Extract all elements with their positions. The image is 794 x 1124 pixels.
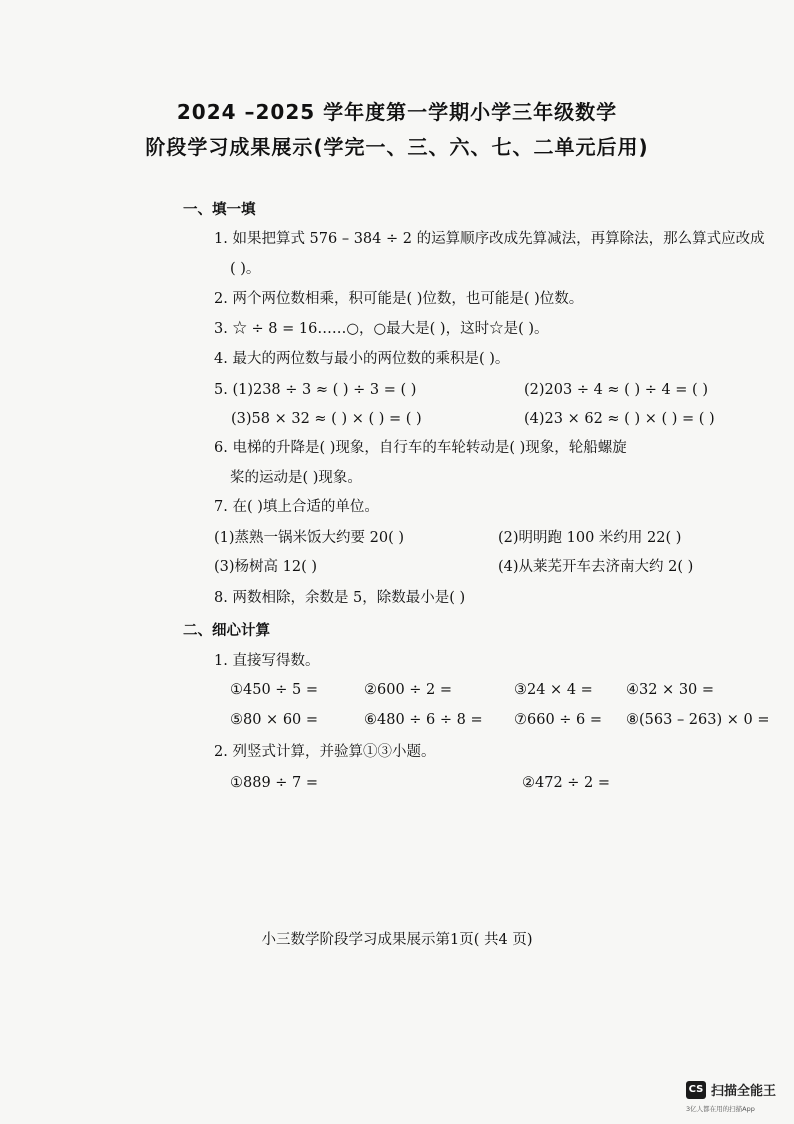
vertical-calc-item2: ②472 ÷ 2 = [522,775,611,791]
watermark-app-name: 扫描全能王 [711,1084,777,1099]
question-7-item4: (4)从莱芜开车去济南大约 2( ) [498,559,694,575]
question-7-item2: (2)明明跑 100 米约用 22( ) [498,530,682,546]
calc-item: ⑦660 ÷ 6 = [514,712,603,728]
question-7-item3: (3)杨树高 12( ) [214,559,318,575]
question-6-line1: 6. 电梯的升降是( )现象，自行车的车轮转动是( )现象，轮船螺旋 [214,440,627,456]
question-8: 8. 两数相除，余数是 5，除数最小是( ) [214,590,466,606]
question-5-part2: (2)203 ÷ 4 ≈ ( ) ÷ 4 = ( ) [524,382,708,398]
calc-item: ⑧(563 – 263) × 0 = [626,712,770,728]
question-6-line2: 桨的运动是( )现象。 [230,470,362,486]
exam-title-line2: 阶段学习成果展示(学完一、三、六、七、二单元后用) [145,135,649,159]
camscanner-logo-icon: CS [686,1081,706,1099]
question-1-line1: 1. 如果把算式 576 – 384 ÷ 2 的运算顺序改成先算减法，再算除法，那么算式应改成 [214,231,765,247]
vertical-calc-heading: 2. 列竖式计算，并验算①③小题。 [214,744,436,760]
vertical-calc-item1: ①889 ÷ 7 = [230,775,319,791]
calc-item: ③24 × 4 = [514,682,593,698]
section1-heading: 一、填一填 [183,202,256,218]
question-1-line2: ( )。 [230,261,261,277]
calc-item: ⑤80 × 60 = [230,712,319,728]
calc-item: ②600 ÷ 2 = [364,682,453,698]
question-5-part1: 5. (1)238 ÷ 3 ≈ ( ) ÷ 3 = ( ) [214,382,417,398]
question-5-part4: (4)23 × 62 ≈ ( ) × ( ) = ( ) [524,411,715,427]
question-5-part3: (3)58 × 32 ≈ ( ) × ( ) = ( ) [231,411,422,427]
question-4: 4. 最大的两位数与最小的两位数的乘积是( )。 [214,351,510,367]
question-7: 7. 在( )填上合适的单位。 [214,499,379,515]
scanner-watermark [684,1079,784,1119]
calc-direct-heading: 1. 直接写得数。 [214,653,320,669]
question-2: 2. 两个两位数相乘，积可能是( )位数，也可能是( )位数。 [214,291,584,307]
exam-title-line1: 2024 –2025 学年度第一学期小学三年级数学 [176,100,618,124]
calc-item: ①450 ÷ 5 = [230,682,319,698]
section2-heading: 二、细心计算 [183,623,270,639]
calc-item: ④32 × 30 = [626,682,715,698]
calc-item: ⑥480 ÷ 6 ÷ 8 = [364,712,483,728]
page-footer: 小三数学阶段学习成果展示第1页( 共4 页) [261,932,533,948]
question-7-item1: (1)蒸熟一锅米饭大约要 20( ) [214,530,405,546]
watermark-tagline: 3亿人都在用的扫描App [686,1105,755,1113]
question-3: 3. ☆ ÷ 8 = 16……○，○最大是( )，这时☆是( )。 [214,321,549,337]
